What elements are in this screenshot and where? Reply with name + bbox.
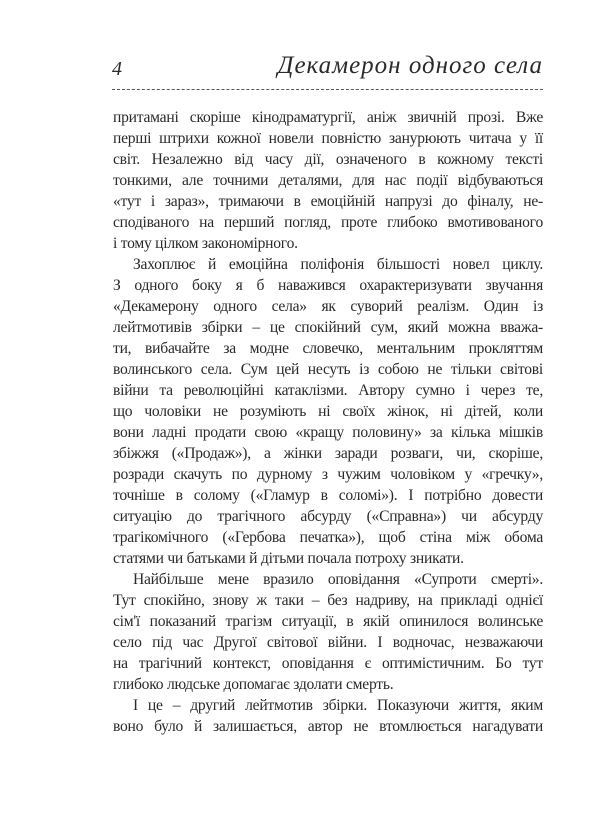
text-line: село під час Другої світової війни. І водночас, незважаючи: [113, 634, 543, 651]
text-line: війни та революційні катаклізми. Автору сумно і через те,: [113, 382, 543, 399]
page-body: [113, 107, 543, 737]
text-line: ти, вибачайте за модне словечко, ментальним прокляттям: [113, 340, 543, 357]
text-line: Тут спокійно, знову ж таки – без надриву, на прикладі однієї: [113, 592, 543, 609]
text-line: глибоко людське допомагає здолати смерть.: [113, 676, 394, 693]
text-line: трагікомічного («Гербова печатка»), щоб стіна між обома: [113, 529, 543, 546]
text-line: лейтмотивів збірки – це спокійний сум, який можна вважа-: [113, 319, 543, 336]
text-line: З одного боку я б наважився охарактеризувати звучання: [113, 277, 543, 294]
header-divider: [112, 89, 543, 90]
text-line: воно було й залишається, автор не втомлюється нагадувати: [113, 718, 543, 735]
text-line: сподіваного на перший погляд, проте глибоко вмотивованого: [113, 214, 543, 231]
text-line: І це – другий лейтмотив збірки. Показуючи життя, яким: [133, 697, 543, 714]
text-line: і тому цілком закономірного.: [113, 235, 298, 252]
text-line: на трагічний контекст, оповідання є оптимістичним. Бо тут: [113, 655, 543, 672]
text-line: перші штрихи кожної новели повністю занурюють читача у її: [113, 130, 543, 147]
text-line: притамані скоріше кінодраматургії, аніж звичній прозі. Вже: [113, 109, 543, 126]
text-line: світ. Незалежно від часу дії, означеного в кожному тексті: [113, 151, 543, 168]
text-line: волинського села. Сум цей несуть із собою не тільки світові: [113, 361, 543, 378]
text-line: Найбільше мене вразило оповідання «Супроти смерті».: [133, 571, 543, 588]
running-title: Декамерон одного села: [277, 52, 543, 79]
text-line: точніше в солому («Гламур в соломі»). І потрібно довести: [113, 487, 543, 504]
text-line: «Декамерону одного села» як суворий реалізм. Один із: [113, 298, 543, 315]
text-line: розради скачуть по дурному з чужим чоловіком у «гречку»,: [113, 466, 543, 483]
text-line: статями чи батьками й дітьми почала потроху зникати.: [113, 550, 464, 567]
text-line: збіжжя («Продаж»), а жінки заради розваги, чи, скоріше,: [113, 445, 543, 462]
text-line: що чоловіки не розуміють ні своїх жінок, ні дітей, коли: [113, 403, 543, 420]
text-line: «тут і зараз», тримаючи в емоційній напрузі до фіналу, не-: [113, 193, 543, 210]
text-line: сім'ї показаний трагізм ситуації, в якій опинилося волинське: [113, 613, 543, 630]
page-number: 4: [112, 58, 122, 80]
text-line: Захоплює й емоційна поліфонія більшості новел циклу.: [133, 256, 543, 273]
text-line: вони ладні продати свою «кращу половину» за кілька мішків: [113, 424, 543, 441]
text-line: тонкими, але точними деталями, для нас події відбуваються: [113, 172, 543, 189]
text-line: ситуацію до трагічного абсурду («Справна») чи абсурду: [113, 508, 543, 525]
